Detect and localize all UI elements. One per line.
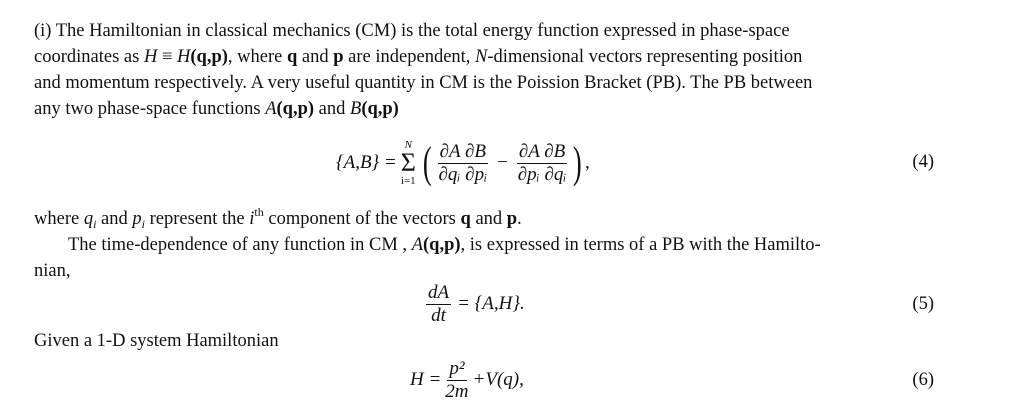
equation-6 (410, 356, 524, 404)
text-span: represent the (144, 209, 250, 229)
paragraph-1-line-4 (34, 98, 399, 120)
text-span: nian, (34, 261, 71, 281)
fraction-numerator: p² (449, 357, 465, 379)
fraction-denominator: ∂pᵢ ∂qᵢ (517, 163, 567, 185)
text-span: and (96, 209, 133, 229)
text-span: (i) The Hamiltonian in classical mechanics (CM) is the total energy function expressed in phase-space (34, 21, 790, 41)
fraction-denominator: ∂qᵢ ∂pᵢ (438, 163, 488, 185)
equiv-symbol: ≡ (157, 47, 177, 67)
fraction-p2-2m (443, 359, 470, 402)
arguments-qp: (q,p) (190, 47, 228, 67)
arguments-qp: (q,p) (423, 235, 461, 255)
right-paren: ) (573, 138, 583, 187)
fraction-numerator: ∂A ∂B (439, 140, 486, 162)
equation-lhs: {A,B} = (336, 152, 397, 173)
fraction-term-2 (516, 142, 569, 185)
symbol-H: H (177, 47, 191, 67)
symbol-i: i (249, 209, 255, 229)
text-span: . (517, 209, 522, 229)
minus-sign: − (497, 152, 508, 173)
trailing-comma: , (585, 152, 590, 173)
paragraph-3-line-2 (34, 260, 70, 282)
text-span: , is expressed in terms of a PB with the Hamilto- (460, 235, 821, 255)
paragraph-1-line-2 (34, 46, 802, 68)
fraction-denominator: 2m (445, 380, 469, 402)
fraction-numerator: dA (428, 281, 450, 303)
symbol-A: A (265, 99, 277, 119)
text-span: coordinates as (34, 47, 144, 67)
subscript-i: i (141, 217, 145, 231)
paragraph-4 (34, 330, 279, 352)
text-span: any two phase-space functions (34, 99, 266, 119)
equation-rhs: = {A,H}. (457, 293, 525, 314)
sum-upper-limit: N (404, 139, 412, 151)
text-span: and (470, 209, 507, 229)
symbol-q: q (83, 209, 94, 229)
vector-q: q (460, 209, 471, 229)
vector-q: q (286, 47, 298, 67)
equation-number-4: (4) (912, 152, 934, 172)
equation-lhs: H = (410, 369, 442, 390)
text-span: are independent, (343, 47, 476, 67)
paragraph-2 (34, 205, 522, 231)
left-paren: ( (422, 138, 432, 187)
equation-4 (336, 134, 590, 192)
text-span: -dimensional vectors representing position (487, 47, 803, 67)
fraction-numerator: ∂A ∂B (518, 140, 566, 162)
sum-lower-limit: i=1 (400, 175, 416, 187)
fraction-term-1 (437, 142, 490, 185)
fraction-denominator: dt (431, 304, 446, 326)
text-span: and momentum respectively. A very useful quantity in CM is the Poission Bracket (PB). The PB between (34, 73, 813, 93)
symbol-A: A (411, 235, 423, 255)
paragraph-1-line-3 (34, 72, 812, 94)
subscript-i: i (93, 217, 97, 231)
equation-number-6: (6) (912, 370, 934, 390)
vector-p: p (333, 47, 344, 67)
symbol-B: B (350, 99, 362, 119)
summation (401, 139, 416, 187)
text-span: The time-dependence of any function in CM , (68, 235, 412, 255)
text-span: and (314, 99, 350, 119)
paragraph-1-line-1 (34, 20, 790, 42)
text-span: , where (227, 47, 287, 67)
superscript-th: th (254, 205, 264, 219)
paragraph-3-line-1 (68, 234, 821, 256)
sigma-symbol: Σ (400, 148, 416, 177)
symbol-N: N (475, 47, 488, 67)
text-span: component of the vectors (263, 209, 461, 229)
text-span: Given a 1-D system Hamiltonian (34, 331, 279, 351)
fraction-dA-dt (426, 283, 451, 326)
text-span: where (34, 209, 84, 229)
symbol-H: H (143, 47, 158, 67)
vector-p: p (506, 209, 518, 229)
equation-5 (424, 280, 525, 328)
arguments-qp: (q,p) (361, 99, 399, 119)
text-span: and (297, 47, 334, 67)
arguments-qp: (q,p) (276, 99, 315, 119)
equation-number-5: (5) (912, 294, 934, 314)
symbol-p: p (132, 209, 142, 229)
equation-rhs: +V(q), (472, 369, 524, 390)
